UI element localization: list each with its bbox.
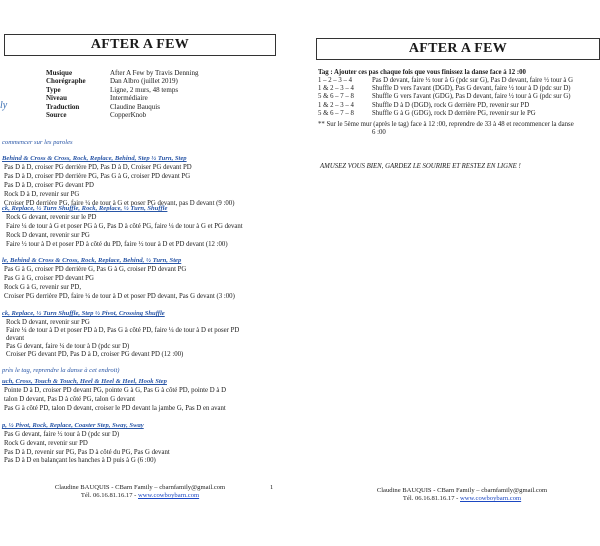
section-heading: ck, Replace, ½ Turn Shuffle, Rock, Replace, ½ Turn, Shuffle [2, 205, 168, 212]
step-line: Faire ¼ de tour à D et poser PD à D, Pas G à côté PD, faire ¼ de tour à D et poser PD [6, 327, 240, 334]
meta-label: Source [46, 111, 67, 119]
section-heading: uch, Cross, Touch & Touch, Heel & Heel & Heel, Hook Step [2, 378, 167, 385]
step-line: Faire ½ tour à D et poser PD à côté du PD, faire ½ tour à D et PD devant (12 :00) [6, 241, 228, 248]
step-line: Pas G à G, croiser PD derrière G, Pas G à G, croiser PD devant PG [4, 266, 187, 273]
right-footer-tel-text: Tél. 06.16.81.16.17 - [402, 495, 461, 502]
meta-label: Niveau [46, 94, 67, 103]
intro-note: commencer sur les paroles [2, 139, 73, 146]
left-page-title: AFTER A FEW [4, 34, 276, 56]
left-footer-contact: Claudine BAUQUIS - CBarn Family – cbarnfamily@gmail.com [54, 484, 226, 491]
tag-description: Pas D devant, faire ½ tour à G (pdc sur G), Pas D devant, faire ½ tour à G [372, 77, 574, 84]
tag-count: 5 & 6 – 7 – 8 [318, 93, 354, 101]
step-line: Croiser PD derrière PG, faire ¼ de tour à G et poser PG devant, pas D devant (9 :00) [4, 200, 235, 207]
tag-count: 5 & 6 – 7 – 8 [318, 109, 354, 117]
step-line: Rock G devant, revenir sur PD [4, 440, 88, 447]
step-line: Faire ¼ de tour à G et poser PG à G, Pas D à côté PG, faire ¼ de tour à G et PG devant [6, 223, 243, 230]
step-line: Rock D à D, revenir sur PG [4, 191, 80, 198]
section-heading: Behind & Cross & Cross, Rock, Replace, Behind, Step ½ Turn, Step [2, 155, 187, 162]
left-footer-tel-text: Tél. 06.16.81.16.17 - [80, 492, 139, 499]
tag-description: Shuffle G à G (GDG), rock D derrière PG, revenir sur le PG [372, 109, 536, 117]
step-line: Croiser PG derrière PD, faire ¼ de tour à D et poser PD devant, Pas G devant (3 :00) [4, 293, 235, 300]
tag-title: Tag : Ajouter ces pas chaque fois que vous finissez la danse face à 12 :00 [318, 69, 526, 76]
right-footer-contact: Claudine BAUQUIS - CBarn Family – cbarnfamily@gmail.com [376, 487, 548, 494]
meta-label: Traduction [46, 102, 80, 111]
note-line-2: 6 :00 [372, 129, 386, 136]
left-footer-tel [40, 492, 240, 499]
meta-label: Musique [46, 69, 73, 77]
step-line: Pas G à côté PD, talon D devant, croiser le PD devant la jambe G, Pas D en avant [4, 405, 226, 412]
step-line: talon D devant, Pas D à côté PG, talon G devant [4, 396, 135, 403]
meta-value: Ligne, 2 murs, 48 temps [110, 85, 179, 94]
left-footer-link[interactable]: www.cowboybarn.com [138, 492, 200, 499]
meta-label: Chorégraphe [46, 77, 86, 86]
step-line: Pas D à D, revenir sur PG, Pas D à côté du PG, Pas G devant [4, 449, 170, 456]
tag-count: 1 & 2 – 3 – 4 [318, 101, 354, 109]
section-heading: le, Behind & Cross & Cross, Rock, Replace, Behind, ½ Turn, Step [2, 257, 182, 264]
tag-description: Shuffle D à D (DGD), rock G derrière PD, revenir sur PD [372, 101, 530, 109]
meta-label: Type [46, 85, 61, 94]
meta-value: Dan Albro (juillet 2019) [110, 77, 178, 86]
section-heading: ck, Replace, ½ Turn Shuffle, Step ½ Pivot, Crossing Shuffle [2, 310, 165, 317]
step-line: Rock G devant, revenir sur le PD [6, 214, 97, 221]
meta-value: CopperKnob [110, 111, 147, 119]
section-heading: p, ½ Pivot, Rock, Replace, Coaster Step, Sway, Sway [2, 422, 144, 429]
tag-count: 1 – 2 – 3 – 4 [318, 77, 352, 84]
step-line: Pas D à D, croiser PD derrière PG, Pas G à G, croiser PD devant PG [4, 173, 191, 180]
step-line: Rock D devant, revenir sur PG [6, 319, 90, 326]
step-line: Pas G devant, faire ½ tour à D (pdc sur D) [4, 431, 120, 438]
step-line: Pas D à D, croiser PG devant PD [4, 182, 94, 189]
step-line: Pas D à D en balançant les hanches à D puis à G (6 :00) [4, 457, 156, 464]
step-line: Pas D à D, croiser PG derrière PD, Pas D à D, Croiser PG devant PD [4, 164, 192, 171]
right-page-title: AFTER A FEW [316, 38, 600, 60]
step-line: Rock G à G, revenir sur PD, [4, 284, 82, 291]
step-line: Croiser PG devant PD, Pas D à D, croiser PG devant PD (12 :00) [6, 351, 184, 358]
logo-fragment: ly [0, 100, 8, 111]
right-footer-tel [362, 495, 562, 502]
tag-description: Shuffle G vers l'avant (GDG), Pas D devant, faire ½ tour à G (pdc sur G) [372, 93, 571, 101]
section-subheading: près le tag, reprendre la danse à cet endroit) [2, 367, 120, 374]
tag-description: Shuffle D vers l'avant (DGD), Pas G devant, faire ½ tour à D (pdc sur D) [372, 85, 571, 93]
note-line-1: ** Sur le 5ème mur (après le tag) face à 12 :00, reprendre de 33 à 48 et recommencer la danse [318, 121, 574, 128]
tag-count: 1 & 2 – 3 – 4 [318, 85, 354, 93]
meta-value: After A Few by Travis Denning [110, 69, 199, 77]
step-line: Pointe D à D, croiser PD devant PG, pointe G à G, Pas G à côté PD, pointe D à D [4, 387, 226, 394]
closing-message: AMUSEZ VOUS BIEN, GARDEZ LE SOURIRE ET RESTEZ EN LIGNE ! [320, 163, 521, 170]
step-line: Pas G devant, faire ¼ de tour à D (pdc sur D) [6, 343, 130, 350]
right-footer-link[interactable]: www.cowboybarn.com [460, 495, 522, 502]
step-line: Rock D devant, revenir sur PG [6, 232, 90, 239]
page-number: 1 [270, 484, 274, 491]
step-line: Pas G à G, croiser PD devant PG [4, 275, 94, 282]
meta-value: Intermédiaire [110, 94, 148, 103]
meta-value: Claudine Bauquis [110, 102, 160, 111]
step-line: devant [6, 335, 25, 342]
